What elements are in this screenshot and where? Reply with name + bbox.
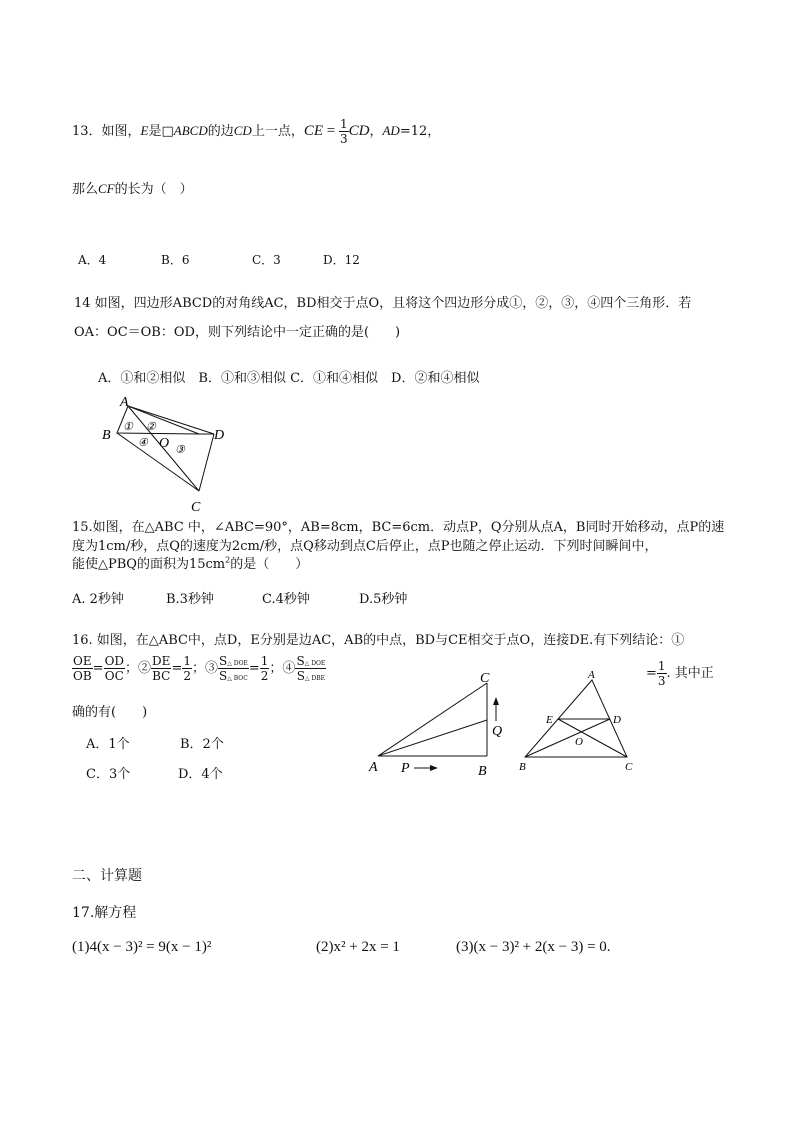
- q15-line3: 能使△PBQ的面积为$15cm^2$的是（ ）: [72, 555, 309, 572]
- q16-line1: 16. 如图，在△ABC中，点D，E分别是边AC，AB的中点，BD与CE相交于点O，连接DE.有下列结论：①: [72, 633, 685, 648]
- q15-option-c: C.4秒钟: [262, 592, 310, 607]
- q16-fraction-1a: $\frac{OE}{OB}$: [73, 654, 92, 683]
- q16-figure: [512, 668, 642, 778]
- q16-label-e: E: [546, 714, 553, 726]
- q15-figure: [366, 668, 506, 780]
- q13-option-c: C．3: [252, 253, 281, 267]
- q15-option-a: A. 2秒钟: [72, 592, 124, 607]
- q14-line1: 14 如图，四边形ABCD的对角线AC，BD相交于点O，且将这个四边形分成①，②，③，④四个三角形．若: [74, 296, 692, 311]
- q15-line2: 度为1cm/秒，点Q的速度为2cm/秒，点Q移动到点C后停止，点P也随之停止运动．下列时间瞬间中，: [72, 539, 658, 554]
- q16-line3: 确的有( ): [72, 705, 148, 720]
- q14-line2: OA：OC＝OB：OD，则下列结论中一定正确的是( ): [74, 325, 401, 340]
- q16-fraction-2a: $\frac{DE}{BC}$: [152, 654, 171, 683]
- q17-equation-1: (1)4(x − 3)² = 9(x − 1)²: [72, 939, 212, 955]
- q16-option-a: A．1个: [86, 737, 130, 752]
- q16-label-d: D: [613, 714, 621, 726]
- q14-label-b: B: [102, 428, 111, 443]
- q16-line2: $\frac{OE}{OB}$ = $\frac{OD}{OC}$ ；② $\frac{DE}{BC}$ = $\frac{1}{2}$ ；③ $\frac{\text{S△ DOE}}{\text{S△ BOC}}$ = $\frac{1}{2}$ ；④ $\frac{\text{S△ DOE}}{\text{S△ DBE}}$: [73, 654, 326, 683]
- section2-title: 二、计算题: [72, 868, 142, 884]
- q17-title: 17.解方程: [72, 905, 137, 921]
- q15-label-p: P: [401, 761, 410, 776]
- q16-fraction-2b: $\frac{1}{2}$: [183, 654, 191, 683]
- q16-fraction-4a: $\frac{\text{S△ DOE}}{\text{S△ DBE}}$: [296, 654, 326, 683]
- q16-fraction-3b: $\frac{1}{2}$: [260, 654, 269, 683]
- q16-fraction-3a: $\frac{\text{S△ DOE}}{\text{S△ BOC}}$: [219, 654, 248, 683]
- q13-line1: 13．如图，E是□ABCD的边CD上一点，CE = $\frac{1}{3}$ CD，AD=12，: [72, 117, 441, 146]
- q15-label-b: B: [478, 764, 487, 779]
- q14-region-3: ③: [175, 444, 185, 456]
- q14-label-a: A: [120, 395, 129, 410]
- q15-arrow-q: [493, 697, 499, 705]
- q13-line2: 那么CF的长为（ ）: [72, 181, 193, 197]
- q15-label-a: A: [369, 760, 378, 775]
- q13-option-b: B．6: [161, 253, 190, 267]
- q16-label-a: A: [588, 669, 595, 681]
- q14-figure: [98, 392, 238, 514]
- q14-label-d: D: [214, 428, 225, 443]
- q16-option-b: B．2个: [180, 737, 224, 752]
- q16-label-o: O: [575, 736, 583, 748]
- q13-fraction: $\frac{1}{3}$: [339, 117, 348, 146]
- q16-fraction-4b: $\frac{1}{3}$: [657, 659, 666, 688]
- q16-fraction-1b: $\frac{OD}{OC}$: [104, 654, 125, 683]
- q13-option-d: D．12: [323, 253, 360, 267]
- q16-option-c: C．3个: [86, 767, 131, 782]
- q16-label-b: B: [519, 761, 526, 773]
- q16-line2-tail: = $\frac{1}{3}$ . 其中正: [646, 659, 714, 688]
- q16-option-d: D．4个: [178, 767, 223, 782]
- q15-label-q: Q: [492, 724, 503, 739]
- q14-options: A．①和②相似 B．①和③相似 C．①和④相似 D．②和④相似: [98, 371, 480, 386]
- q14-region-1: ①: [123, 421, 133, 433]
- q15-label-c: C: [480, 671, 490, 686]
- q15-option-d: D.5秒钟: [359, 592, 408, 607]
- q14-label-c: C: [191, 500, 201, 514]
- q13-option-a: A．4: [78, 253, 107, 267]
- q14-label-o: O: [159, 436, 170, 451]
- q17-equation-2: (2)x² + 2x = 1: [316, 939, 400, 955]
- q15-option-b: B.3秒钟: [166, 592, 214, 607]
- q17-equation-3: (3)(x − 3)² + 2(x − 3) = 0.: [456, 939, 611, 955]
- q14-region-4: ④: [138, 437, 148, 449]
- q16-label-c: C: [625, 761, 633, 773]
- q15-arrow-p: [430, 765, 438, 771]
- q15-line1: 15.如图，在△ABC 中，∠ABC=90°，AB=8cm，BC=6cm．动点P，Q分别从点A，B同时开始移动，点P的速: [72, 520, 725, 535]
- q14-region-2: ②: [146, 421, 156, 433]
